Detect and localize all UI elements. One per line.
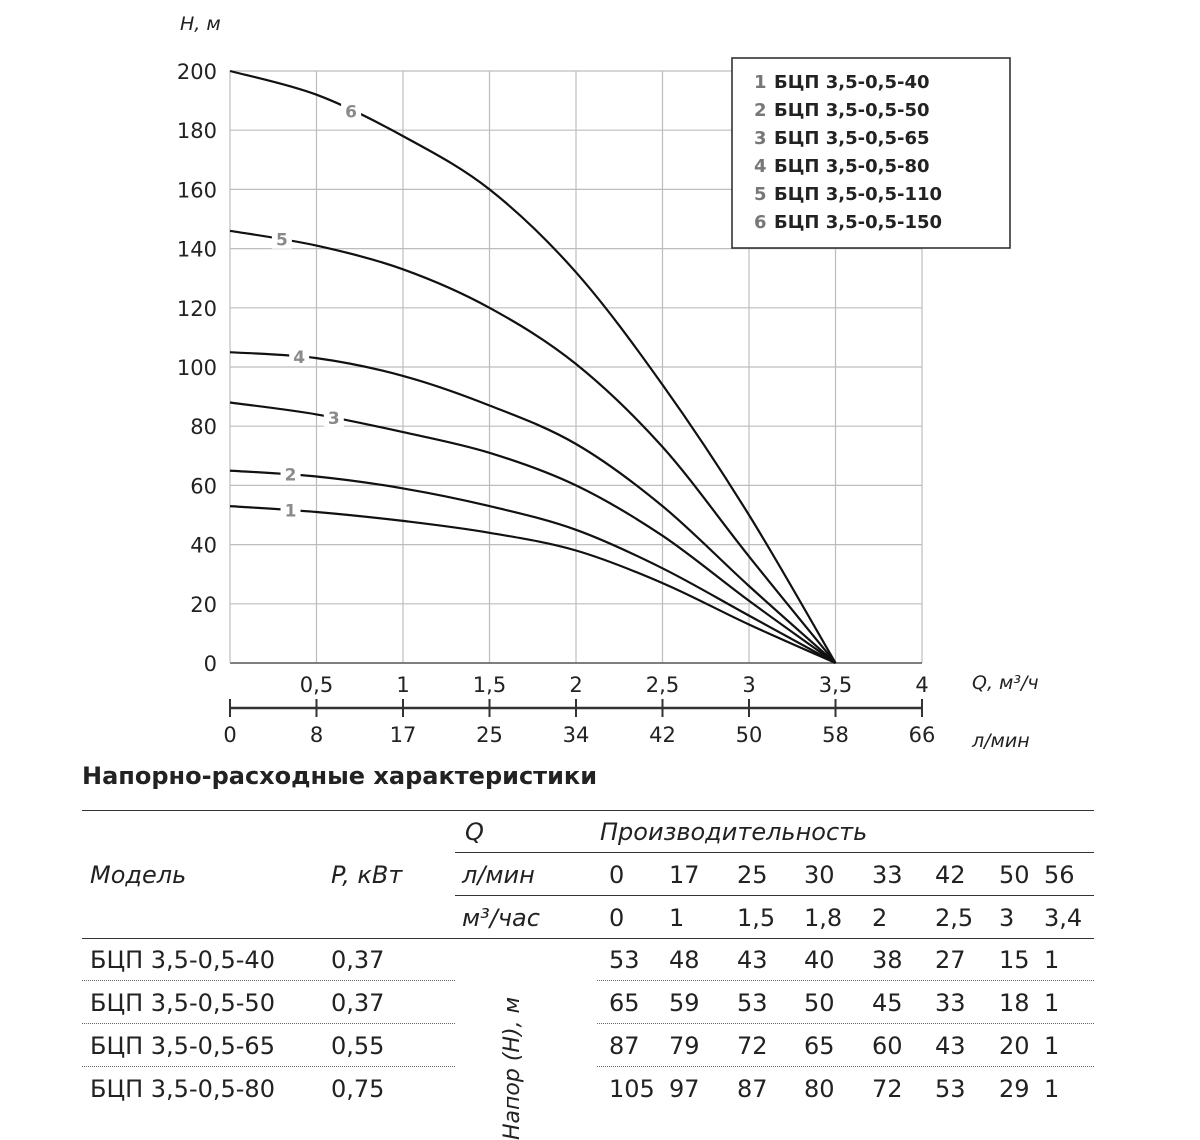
table-row-model: БЦП 3,5-0,5-50 — [90, 989, 275, 1017]
table-cell-head: 20 — [999, 1032, 1030, 1060]
table-cell-head: 1 — [1044, 1075, 1060, 1103]
lmin-value: 17 — [669, 861, 700, 889]
column-header-model: Модель — [90, 861, 187, 889]
table-cell-head: 43 — [935, 1032, 966, 1060]
y-tick-label: 140 — [176, 237, 217, 262]
header-rule-3 — [82, 938, 1094, 939]
chart-legend — [732, 58, 1010, 248]
table-cell-head: 65 — [609, 989, 640, 1017]
table-cell-head: 65 — [804, 1032, 835, 1060]
table-cell-head: 97 — [669, 1075, 700, 1103]
curve-line-3 — [230, 403, 836, 664]
row-divider — [82, 1023, 455, 1024]
y-tick-label: 100 — [176, 356, 217, 380]
curve-label-4: 4 — [293, 347, 306, 368]
y-tick-labels — [177, 60, 217, 676]
column-header-power: P, кВт — [331, 861, 403, 889]
y-tick-label: 80 — [190, 415, 217, 440]
table-row-power: 0,75 — [331, 1075, 385, 1103]
table-cell-head: 38 — [872, 946, 903, 974]
column-header-performance: Производительность — [600, 818, 868, 846]
y-tick-label: 60 — [190, 474, 217, 499]
m3h-value: 1 — [669, 904, 685, 932]
legend-entry: БЦП 3,5-0,5-150 — [774, 212, 943, 233]
x-tick-label: 2 — [569, 673, 583, 697]
x-tick-label: 2,5 — [645, 673, 680, 697]
header-rule-1 — [455, 852, 1094, 853]
table-row-model: БЦП 3,5-0,5-65 — [90, 1032, 275, 1060]
unit-m3h-label: м³/час — [462, 904, 540, 932]
row-divider — [597, 980, 1094, 981]
table-cell-head: 27 — [935, 946, 966, 974]
table-cell-head: 60 — [872, 1032, 903, 1060]
m3h-value: 3 — [999, 904, 1015, 932]
curve-label-6: 6 — [345, 102, 358, 123]
secondary-x-axis — [223, 699, 935, 747]
lmin-value: 25 — [737, 861, 768, 889]
y-tick-label: 180 — [176, 119, 217, 144]
curve-label-5: 5 — [275, 230, 288, 251]
table-cell-head: 53 — [609, 946, 640, 974]
column-header-q: Q — [465, 818, 484, 846]
x2-tick-label: 34 — [562, 723, 590, 747]
head-vertical-label: Напор (Н), м — [500, 996, 525, 1140]
lmin-value: 30 — [804, 861, 835, 889]
lmin-value: 56 — [1044, 861, 1075, 889]
performance-table — [82, 810, 1094, 1140]
row-divider — [597, 1066, 1094, 1067]
x-tick-labels — [300, 673, 929, 697]
table-cell-head: 105 — [609, 1075, 655, 1103]
unit-lmin-label: л/мин — [462, 861, 535, 889]
table-cell-head: 59 — [669, 989, 700, 1017]
table-row-power: 0,37 — [331, 946, 385, 974]
table-top-rule — [82, 810, 1094, 811]
curve-line-1 — [230, 506, 836, 663]
table-row-model: БЦП 3,5-0,5-40 — [90, 946, 275, 974]
lmin-value: 33 — [872, 861, 903, 889]
curve-label-1: 1 — [284, 501, 297, 522]
table-cell-head: 53 — [935, 1075, 966, 1103]
y-axis-title: H, м — [180, 13, 221, 35]
lmin-value: 42 — [935, 861, 966, 889]
table-cell-head: 87 — [737, 1075, 768, 1103]
m3h-value: 1,8 — [804, 904, 843, 932]
y-tick-label: 40 — [190, 533, 217, 558]
section-title: Напорно-расходные характеристики — [82, 762, 598, 790]
x2-axis-title: л/мин — [972, 730, 1030, 752]
x2-tick-label: 0 — [223, 723, 237, 747]
table-cell-head: 1 — [1044, 946, 1060, 974]
y-tick-label: 0 — [203, 652, 217, 676]
x-tick-label: 1,5 — [472, 673, 507, 697]
x-axis-title: Q, м³/ч — [972, 672, 1039, 694]
table-cell-head: 18 — [999, 989, 1030, 1017]
table-cell-head: 72 — [737, 1032, 768, 1060]
m3h-value: 2 — [872, 904, 888, 932]
x-tick-label: 0,5 — [299, 673, 334, 697]
x2-tick-label: 42 — [649, 723, 676, 747]
table-cell-head: 15 — [999, 946, 1030, 974]
legend-entry: БЦП 3,5-0,5-80 — [774, 156, 930, 177]
table-cell-head: 29 — [999, 1075, 1030, 1103]
x2-tick-label: 8 — [309, 723, 324, 747]
header-rule-2 — [455, 895, 1094, 896]
row-divider — [82, 980, 455, 981]
table-cell-head: 48 — [669, 946, 700, 974]
curve-line-2 — [230, 471, 836, 663]
x-tick-label: 3,5 — [818, 673, 853, 697]
m3h-value: 2,5 — [935, 904, 974, 932]
row-divider — [82, 1066, 455, 1067]
y-tick-label: 200 — [176, 60, 217, 84]
table-cell-head: 72 — [872, 1075, 903, 1103]
y-tick-label: 120 — [176, 296, 217, 321]
x-tick-label: 1 — [396, 673, 410, 697]
y-tick-label: 20 — [190, 592, 217, 617]
table-row-model: БЦП 3,5-0,5-80 — [90, 1075, 275, 1103]
curve-label-3: 3 — [327, 408, 340, 429]
legend-number: 3 — [754, 128, 767, 149]
curve-label-2: 2 — [284, 465, 297, 486]
x-tick-label: 3 — [742, 673, 756, 697]
legend-number: 1 — [754, 72, 767, 93]
m3h-value: 3,4 — [1044, 904, 1083, 932]
table-cell-head: 33 — [935, 989, 966, 1017]
x2-tick-label: 25 — [476, 723, 503, 747]
legend-entry: БЦП 3,5-0,5-110 — [774, 184, 943, 205]
x2-tick-label: 50 — [735, 723, 763, 747]
table-cell-head: 53 — [737, 989, 768, 1017]
table-cell-head: 1 — [1044, 1032, 1060, 1060]
table-cell-head: 87 — [609, 1032, 640, 1060]
table-cell-head: 80 — [804, 1075, 835, 1103]
lmin-value: 50 — [999, 861, 1030, 889]
legend-entry: БЦП 3,5-0,5-65 — [774, 128, 930, 149]
table-cell-head: 45 — [872, 989, 903, 1017]
legend-number: 2 — [754, 100, 767, 121]
legend-number: 5 — [754, 184, 767, 205]
x2-tick-label: 58 — [822, 723, 849, 747]
legend-entry: БЦП 3,5-0,5-40 — [774, 72, 930, 93]
x2-tick-label: 17 — [389, 723, 417, 747]
legend-number: 6 — [754, 212, 767, 233]
m3h-value: 1,5 — [737, 904, 776, 932]
legend-entry: БЦП 3,5-0,5-50 — [774, 100, 930, 121]
row-divider — [597, 1023, 1094, 1024]
lmin-value: 0 — [609, 861, 625, 889]
table-cell-head: 50 — [804, 989, 835, 1017]
table-cell-head: 43 — [737, 946, 768, 974]
x2-tick-label: 66 — [908, 723, 936, 747]
table-cell-head: 1 — [1044, 989, 1060, 1017]
table-cell-head: 40 — [804, 946, 835, 974]
y-tick-label: 160 — [176, 178, 217, 203]
table-row-power: 0,37 — [331, 989, 385, 1017]
legend-number: 4 — [754, 156, 767, 177]
table-row-power: 0,55 — [331, 1032, 385, 1060]
table-cell-head: 79 — [669, 1032, 700, 1060]
x-tick-label: 4 — [915, 673, 929, 697]
m3h-value: 0 — [609, 904, 625, 932]
